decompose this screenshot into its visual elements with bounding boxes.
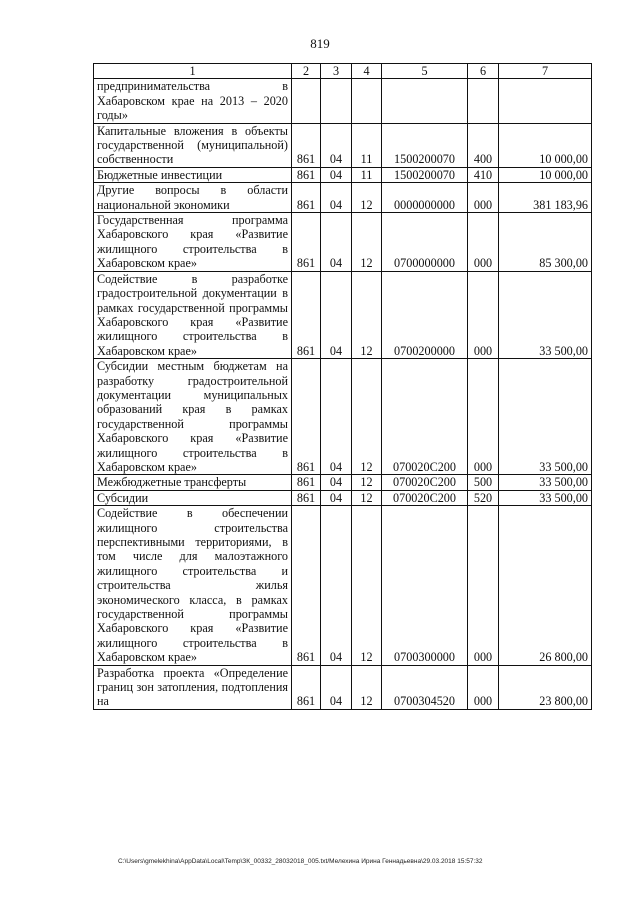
cell-section: 04 [321,475,352,490]
cell-amount: 33 500,00 [499,359,592,475]
header-row [94,64,592,79]
table-row [94,475,592,490]
col-header-6: 6 [468,64,499,79]
row-name: Разработка проекта «Определение границ зон затопления, подтопления на [94,665,292,709]
cell-expense-type: 500 [468,475,499,490]
cell-section: 04 [321,490,352,505]
cell-subsection: 11 [352,123,382,167]
cell-ministry [292,79,321,123]
row-name: Другие вопросы в области национальной экономики [94,183,292,213]
cell-section: 04 [321,506,352,665]
cell-subsection [352,79,382,123]
col-header-4: 4 [352,64,382,79]
cell-target: 0700300000 [382,506,468,665]
table-row [94,79,592,123]
cell-subsection: 12 [352,359,382,475]
cell-subsection: 12 [352,490,382,505]
cell-section: 04 [321,271,352,358]
row-name: Содействие в разработке градостроительной документации в рамках государственной программы Хабаровского края «Развитие жилищного строительства в Хабаровском крае» [94,271,292,358]
cell-target: 0000000000 [382,183,468,213]
cell-ministry: 861 [292,359,321,475]
cell-amount: 33 500,00 [499,475,592,490]
table-row [94,183,592,213]
cell-ministry: 861 [292,490,321,505]
cell-target: 0700000000 [382,213,468,272]
col-header-3: 3 [321,64,352,79]
cell-subsection: 12 [352,271,382,358]
row-name: Бюджетные инвестиции [94,167,292,182]
cell-section: 04 [321,123,352,167]
cell-section: 04 [321,665,352,709]
cell-target: 0700200000 [382,271,468,358]
cell-target: 070020С200 [382,359,468,475]
cell-section: 04 [321,213,352,272]
cell-subsection: 12 [352,506,382,665]
cell-amount: 10 000,00 [499,167,592,182]
row-name: Субсидии местным бюджетам на разработку градостроительной документации муниципальных образований края в рамках государственной программы Хабаровского края «Развитие жилищного строительства в Хабаровском крае» [94,359,292,475]
row-name: Межбюджетные трансферты [94,475,292,490]
col-header-2: 2 [292,64,321,79]
cell-target: 070020С200 [382,490,468,505]
cell-expense-type: 000 [468,665,499,709]
cell-expense-type [468,79,499,123]
cell-amount: 33 500,00 [499,271,592,358]
cell-expense-type: 000 [468,506,499,665]
table-row [94,167,592,182]
cell-section: 04 [321,359,352,475]
cell-ministry: 861 [292,506,321,665]
row-name: Капитальные вложения в объекты государственной (муниципальной) собственности [94,123,292,167]
table-row [94,271,592,358]
col-header-1: 1 [94,64,292,79]
file-path-footer: C:\Users\gmelekhina\AppData\Local\Temp\ЗК_00332_28032018_005.txt/Мелехина Ирина Геннадьевна\29.03.2018 15:57:32 [118,858,483,865]
budget-table [93,63,592,710]
cell-amount: 10 000,00 [499,123,592,167]
cell-ministry: 861 [292,123,321,167]
cell-target: 1500200070 [382,123,468,167]
page-number: 819 [310,36,330,51]
cell-ministry: 861 [292,167,321,182]
cell-expense-type: 520 [468,490,499,505]
cell-amount [499,79,592,123]
table-row [94,506,592,665]
row-name: Субсидии [94,490,292,505]
cell-ministry: 861 [292,213,321,272]
cell-amount: 26 800,00 [499,506,592,665]
cell-ministry: 861 [292,665,321,709]
cell-expense-type: 000 [468,271,499,358]
cell-subsection: 12 [352,665,382,709]
cell-amount: 85 300,00 [499,213,592,272]
cell-subsection: 12 [352,213,382,272]
cell-subsection: 11 [352,167,382,182]
cell-ministry: 861 [292,271,321,358]
table-row [94,213,592,272]
cell-target: 0700304520 [382,665,468,709]
cell-section: 04 [321,167,352,182]
table-row [94,359,592,475]
cell-section: 04 [321,183,352,213]
table-row [94,123,592,167]
cell-expense-type: 000 [468,213,499,272]
table-row [94,665,592,709]
row-name: предпринимательства в Хабаровском крае на 2013 – 2020 годы» [94,79,292,123]
cell-expense-type: 400 [468,123,499,167]
col-header-7: 7 [499,64,592,79]
cell-amount: 23 800,00 [499,665,592,709]
row-name: Государственная программа Хабаровского края «Развитие жилищного строительства в Хабаровском крае» [94,213,292,272]
cell-subsection: 12 [352,183,382,213]
row-name: Содействие в обеспечении жилищного строительства перспективными территориями, в том числе для малоэтажного жилищного строительства и строительства жилья экономического класса, в рамках государственной программы Хабаровского края «Развитие жилищного строительства в Хабаровском крае» [94,506,292,665]
cell-ministry: 861 [292,475,321,490]
cell-target: 070020С200 [382,475,468,490]
cell-target: 1500200070 [382,167,468,182]
cell-section [321,79,352,123]
cell-target [382,79,468,123]
cell-expense-type: 410 [468,167,499,182]
cell-subsection: 12 [352,475,382,490]
cell-expense-type: 000 [468,183,499,213]
cell-amount: 381 183,96 [499,183,592,213]
table-row [94,490,592,505]
cell-ministry: 861 [292,183,321,213]
col-header-5: 5 [382,64,468,79]
cell-amount: 33 500,00 [499,490,592,505]
cell-expense-type: 000 [468,359,499,475]
